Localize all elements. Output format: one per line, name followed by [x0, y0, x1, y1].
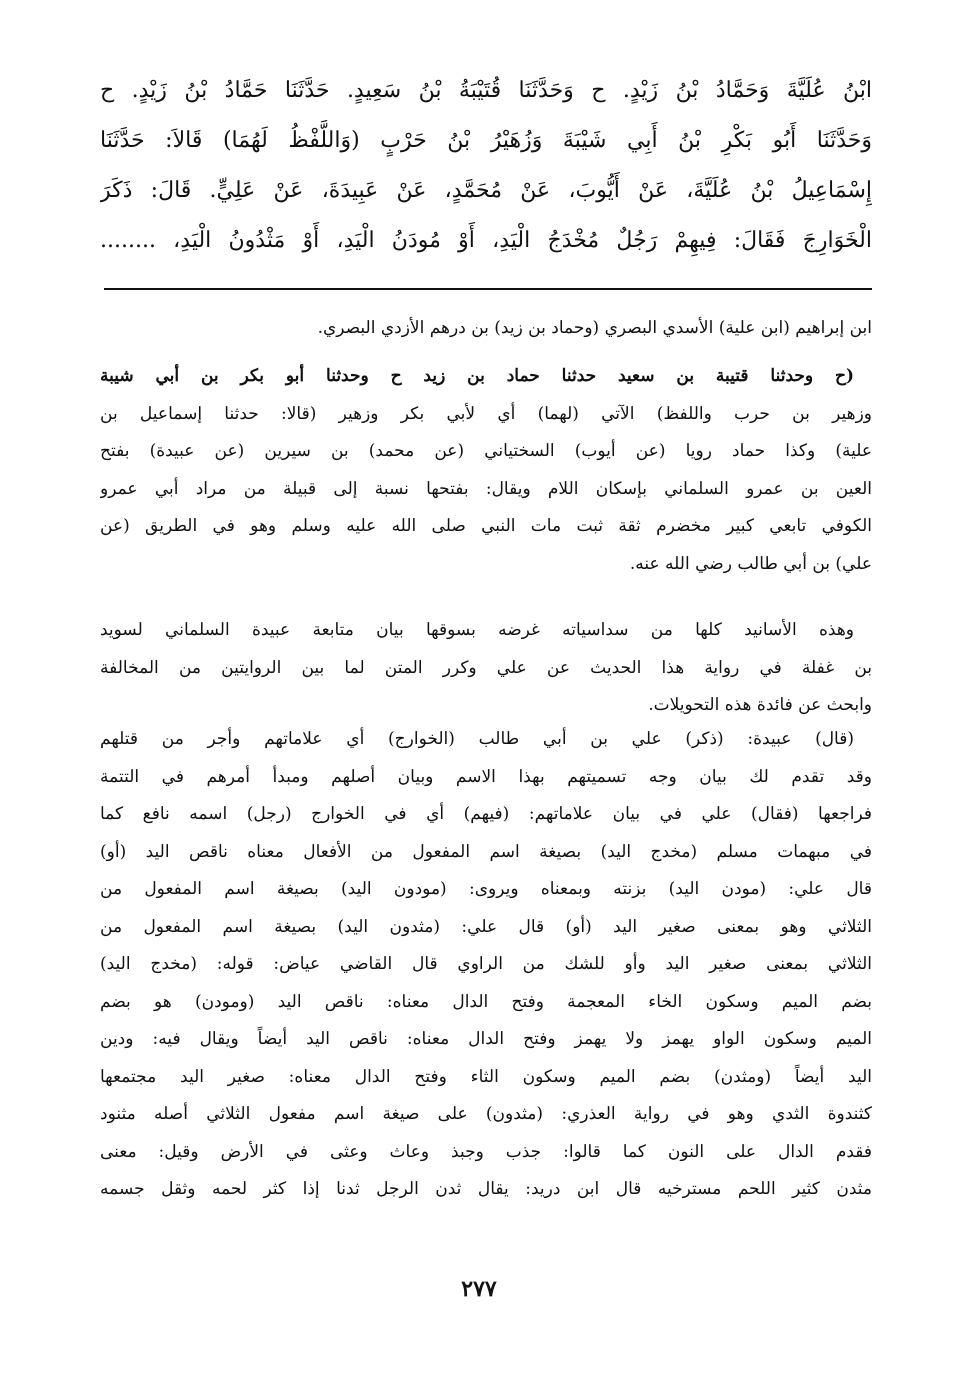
commentary-line: بن غفلة في رواية هذا الحديث عن علي وكرر المتن لما بين الروايتين من المخالفة	[100, 657, 872, 678]
commentary-paragraph	[100, 310, 872, 348]
commentary-line: الكوفي تابعي كبير مخضرم ثقة ثبت مات النبي صلى الله عليه وسلم وهو في الطريق (عن	[100, 516, 872, 536]
commentary-line: علي) بن أبي طالب رضي الله عنه.	[629, 553, 872, 574]
commentary-line: وزهير بن حرب واللفظ) الآتي (لهما) أي لأبي بكر وزهير (قالا: حدثنا إسماعيل بن	[100, 403, 872, 424]
commentary-line: (قال) عبيدة: (ذكر) علي بن أبي طالب (الخوارج) أي علاماتهم وأجر من قتلهم	[100, 729, 854, 749]
commentary-paragraph	[100, 612, 872, 725]
hadith-line: إِسْمَاعِيلُ بْنُ عُلَيَّةَ، عَنْ أَيُّوبَ، عَنْ مُحَمَّدٍ، عَنْ عَبِيدَةَ، عَنْ عَلِيٍّ. قَالَ: ذَكَرَ	[100, 178, 872, 203]
commentary-line: العين بن عمرو السلماني بإسكان اللام ويقال: بفتحها نسبة إلى قبيلة من مراد أبي عمرو	[100, 478, 872, 499]
hadith-line: وَحَدَّثَنَا أَبُو بَكْرِ بْنُ أَبِي شَيْبَةَ وَزُهَيْرُ بْنُ حَرْبٍ (وَاللَّفْظُ لَهُمَا) قَالاَ: حَدَّثَنَا	[100, 128, 872, 153]
commentary-line: وهذه الأسانيد كلها من سداسياته غرضه بسوقها بيان متابعة عبيدة السلماني لسويد	[100, 620, 854, 640]
commentary-line: وقد تقدم لك بيان وجه تسميتهم بهذا الاسم وبيان أصلهم ومبدأ أمرهم في التتمة	[100, 766, 872, 787]
commentary-line: بضم الميم وسكون الخاء المعجمة وفتح الدال معناه: ناقص اليد (ومودن) هو بضم	[100, 991, 872, 1012]
commentary-line: الثلاثي بمعنى صغير اليد وأو للشك من الراوي قال القاضي عياض: قوله: (مخدج اليد)	[100, 954, 872, 974]
commentary-line: ابن إبراهيم (ابن علية) الأسدي البصري (وحماد بن زيد) بن درهم الأزدي البصري.	[317, 318, 872, 338]
page-number: ٢٧٧	[461, 1276, 497, 1302]
commentary-line: علية) وكذا حماد رويا (عن أيوب) السختياني (عن محمد) بن سيرين (عن عبيدة) بفتح	[100, 441, 872, 461]
commentary-line: وابحث عن فائدة هذه التحويلات.	[648, 695, 872, 715]
commentary-line: مثدن كثير اللحم مسترخيه قال ابن دريد: يقال ثدن الرجل ثدنا إذا كثر لحمه وثقل جسمه	[100, 1179, 872, 1199]
hadith-line: الْخَوَارِجَ فَقَالَ: فِيهِمْ رَجُلٌ مُخْدَجُ الْيَدِ، أَوْ مُودَنُ الْيَدِ، أَوْ مَثْدُونُ الْيَدِ، ........	[100, 228, 872, 253]
commentary-line: (ح وحدثنا قتيبة بن سعيد حدثنا حماد بن زيد ح وحدثنا أبو بكر بن أبي شيبة	[100, 366, 854, 386]
commentary-line: اليد أيضاً (ومثدن) بضم الميم وسكون الثاء وفتح الدال معناه: صغير اليد مجتمعها	[100, 1066, 872, 1087]
hadith-line: ابْنُ عُلَيَّةَ وَحَمَّادُ بْنُ زَيْدٍ. ح وَحَدَّثَنَا قُتَيْبَةُ بْنُ سَعِيدٍ. حَدَّثَنَا حَمَّادُ بْنُ زَيْدٍ. ح	[100, 78, 872, 103]
commentary-line: فراجعها (فقال) علي في بيان علاماتهم: (فيهم) أي في الخوارج (رجل) اسمه نافع كما	[100, 804, 872, 824]
commentary-line: قال علي: (مودن اليد) بزنته وبمعناه ويروى: (مودون اليد) بصيغة اسم المفعول من	[100, 879, 872, 899]
commentary-paragraph	[100, 721, 872, 1209]
commentary-line: فقدم الدال على النون كما قالوا: جذب وجبذ وعاث وعثى في الأرض وقيل: معنى	[100, 1141, 872, 1162]
commentary-line: الميم وسكون الواو يهمز ولا يهمز وفتح الدال معناه: ناقص اليد أيضاً ويقال فيه: ودين	[100, 1029, 872, 1049]
separator-rule	[104, 288, 872, 290]
commentary-line: في مبهمات مسلم (مخدج اليد) بصيغة اسم المفعول من الأفعال معناه ناقص اليد (أو)	[100, 841, 872, 862]
commentary-line: كثندوة الثدي وهو في رواية العذري: (مثدون) على صيغة اسم مفعول الثلاثي أصله مثنود	[100, 1104, 872, 1124]
hadith-text-block	[100, 66, 872, 266]
commentary-paragraph	[100, 358, 872, 583]
commentary-line: الثلاثي وهو بمعنى صغير اليد (أو) قال علي: (مثدون اليد) بصيغة اسم المفعول من	[100, 916, 872, 937]
